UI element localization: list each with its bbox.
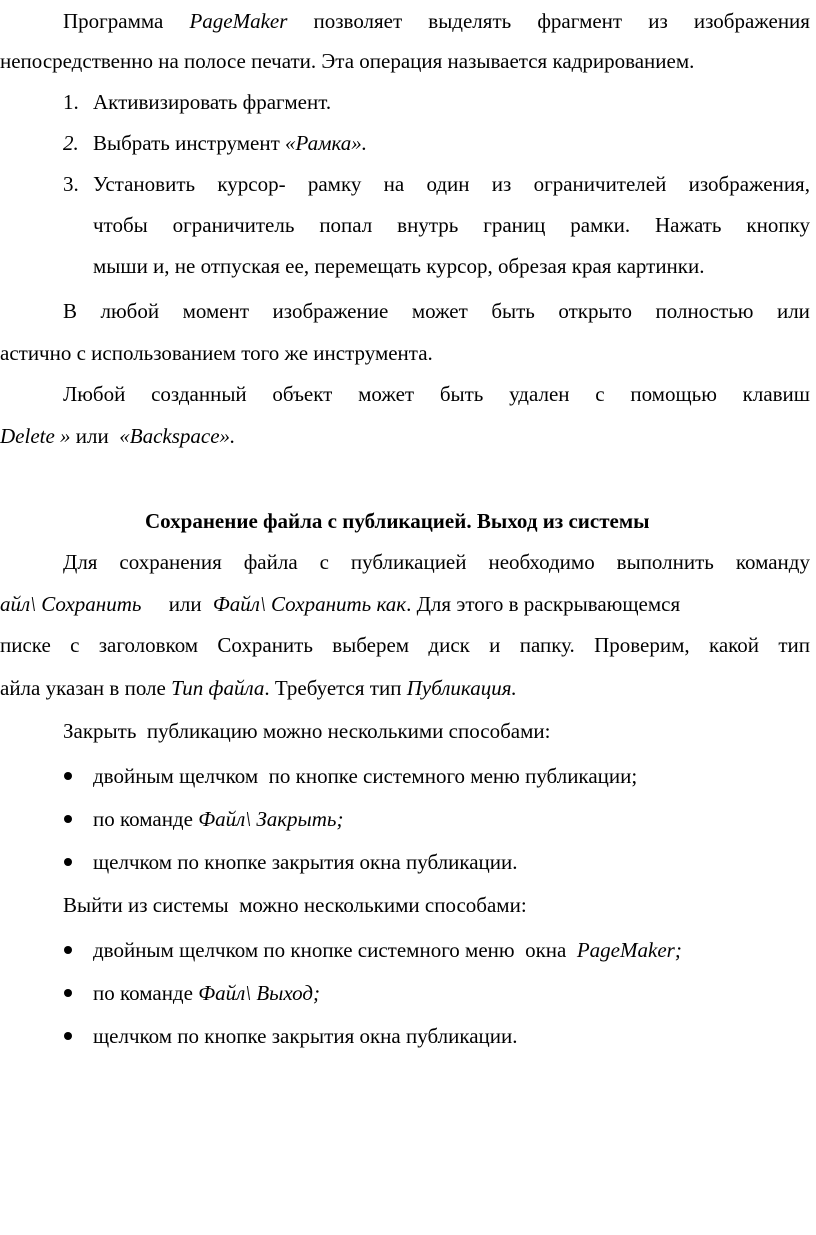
close-item-3: щелчком по кнопке закрытия окна публикации. — [93, 850, 518, 874]
word: с — [595, 382, 605, 406]
p4-type-field: Тип файла — [171, 676, 265, 700]
word: чтобы — [93, 213, 148, 237]
exit-item-1 — [93, 935, 682, 965]
word: клавиш — [742, 382, 810, 406]
word: выберем — [332, 633, 410, 657]
bullet-icon — [64, 858, 72, 866]
word: Сохранить — [217, 633, 313, 657]
p4-file-save-as: Файл\ Сохранить как — [212, 592, 407, 616]
bullet-icon — [64, 815, 72, 823]
word: с — [70, 633, 80, 657]
word: и — [489, 633, 501, 657]
p4-line-4-a: айла указан в поле — [0, 676, 172, 700]
word: момент — [182, 299, 250, 323]
word: может — [411, 299, 468, 323]
word: заголовком — [98, 633, 199, 657]
word: диск — [428, 633, 470, 657]
close-item-1: двойным щелчком по кнопке системного меню публикации; — [93, 764, 638, 788]
word: Любой — [63, 382, 126, 406]
p4-file-save: айл\ Сохранить — [0, 592, 142, 616]
p3-backspace-key: «Backspace». — [119, 424, 236, 448]
word: файла — [243, 550, 298, 574]
word: выполнить — [616, 550, 714, 574]
word: изображения, — [688, 172, 810, 196]
bullet-icon — [64, 1032, 72, 1040]
word: полностью — [655, 299, 754, 323]
p3-line-2 — [0, 421, 235, 451]
word: выделять — [428, 9, 512, 33]
word: или — [776, 299, 810, 323]
word: помощью — [630, 382, 717, 406]
word: необходимо — [488, 550, 595, 574]
bullet-icon — [64, 946, 72, 954]
step-3-number: 3. — [63, 172, 79, 196]
p4-line-4 — [0, 673, 517, 703]
word: Нажать — [654, 213, 722, 237]
word: Программа — [63, 9, 164, 33]
word: быть — [439, 382, 484, 406]
exit-item-1-b: PageMaker; — [576, 938, 682, 962]
word: удален — [509, 382, 570, 406]
word: ограничитель — [172, 213, 295, 237]
word: кнопку — [746, 213, 810, 237]
p4-line-2 — [0, 589, 810, 619]
close-item-2 — [93, 804, 343, 834]
close-item-2-b: Файл\ Закрыть; — [198, 807, 344, 831]
word: на — [383, 172, 405, 196]
section-heading: Сохранение файла с публикацией. Выход из системы — [145, 509, 650, 533]
word: изображение — [272, 299, 389, 323]
exit-item-1-a: двойным щелчком по кнопке системного меню окна — [93, 938, 577, 962]
word: писке — [0, 633, 51, 657]
p2-line-1 — [63, 296, 810, 326]
word: рамку — [307, 172, 362, 196]
p4-line-2-rest: . Для этого в раскрывающемся — [406, 592, 681, 616]
word: один — [426, 172, 470, 196]
word: открыто — [558, 299, 632, 323]
word: PageMaker — [189, 9, 288, 33]
p4-line-3 — [0, 630, 810, 660]
p3-line-1 — [63, 379, 810, 409]
word: команду — [735, 550, 810, 574]
step-3-line-2 — [93, 210, 810, 240]
word: тип — [778, 633, 810, 657]
word: объект — [272, 382, 333, 406]
exit-item-2-a: по команде — [93, 981, 199, 1005]
word: рамки. — [570, 213, 631, 237]
word: может — [358, 382, 415, 406]
p4-line-4-c: . Требуется тип — [264, 676, 407, 700]
word: Установить — [93, 172, 196, 196]
word: изображения — [693, 9, 810, 33]
close-item-2-a: по команде — [93, 807, 199, 831]
word: любой — [100, 299, 160, 323]
word: из — [648, 9, 668, 33]
word: фрагмент — [537, 9, 623, 33]
word: Проверим, — [594, 633, 690, 657]
step-2-text — [93, 128, 367, 158]
p4-publication-type: Публикация. — [406, 676, 517, 700]
step-2-text-b: «Рамка». — [285, 131, 368, 155]
word: из — [491, 172, 512, 196]
p2-line-2: астично с использованием того же инструмента. — [0, 341, 433, 365]
p4-line-1 — [63, 547, 810, 577]
word: В — [63, 299, 78, 323]
close-intro: Закрыть публикацию можно несколькими способами: — [63, 719, 551, 743]
exit-item-2 — [93, 978, 320, 1008]
p1-line-1 — [63, 6, 810, 36]
word: созданный — [151, 382, 247, 406]
word: позволяет — [313, 9, 403, 33]
step-3-line-3: мыши и, не отпуская ее, перемещать курсор, обрезая края картинки. — [93, 254, 705, 278]
word: курсор- — [217, 172, 286, 196]
step-1-text: Активизировать фрагмент. — [93, 90, 332, 114]
step-3-line-1 — [93, 169, 810, 199]
word: папку. — [519, 633, 575, 657]
word: какой — [708, 633, 760, 657]
p3-or: или — [70, 424, 120, 448]
word: быть — [491, 299, 535, 323]
exit-item-3: щелчком по кнопке закрытия окна публикации. — [93, 1024, 518, 1048]
p1-line-2: непосредственно на полосе печати. Эта операция называется кадрированием. — [0, 49, 695, 73]
step-1-number: 1. — [63, 90, 79, 114]
exit-item-2-b: Файл\ Выход; — [198, 981, 321, 1005]
bullet-icon — [64, 989, 72, 997]
step-2-text-a: Выбрать инструмент — [93, 131, 286, 155]
word: публикацией — [350, 550, 467, 574]
exit-intro: Выйти из системы можно несколькими способами: — [63, 893, 527, 917]
word: границ — [483, 213, 546, 237]
step-2-number: 2. — [63, 131, 79, 155]
p4-or: или — [168, 592, 202, 616]
word: ограничителей — [533, 172, 667, 196]
bullet-icon — [64, 772, 72, 780]
word: Для — [63, 550, 98, 574]
word: попал — [319, 213, 373, 237]
p3-delete-key: Delete » — [0, 424, 71, 448]
word: с — [319, 550, 329, 574]
word: сохранения — [119, 550, 222, 574]
word: внутрь — [397, 213, 459, 237]
